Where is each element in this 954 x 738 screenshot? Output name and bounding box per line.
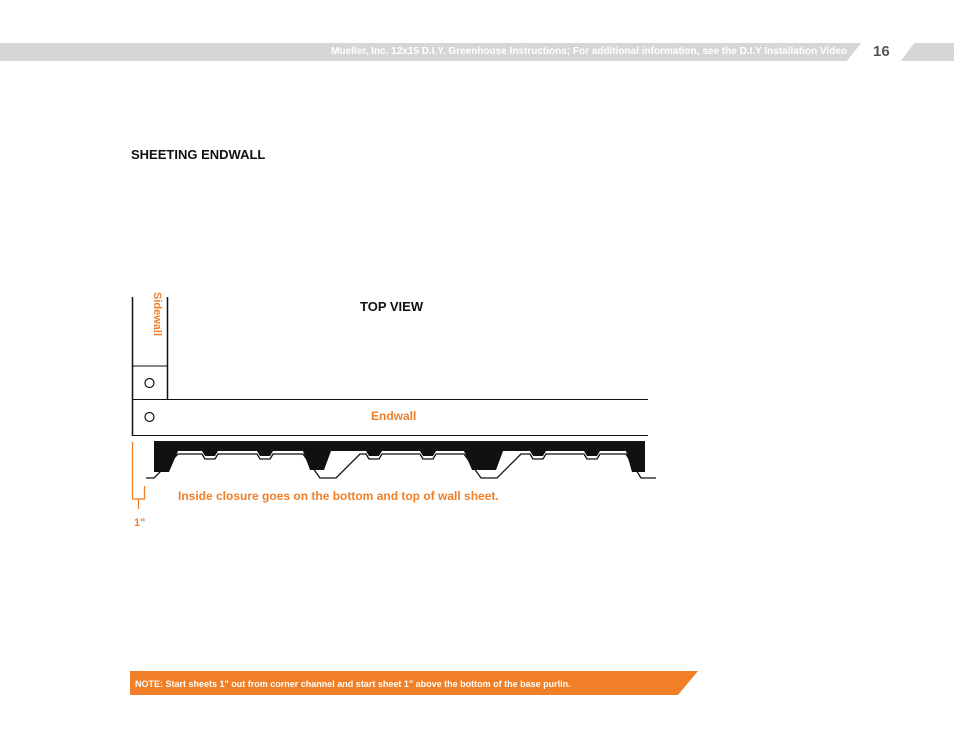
endwall-label: Endwall <box>371 409 417 423</box>
header-title: Mueller, Inc. 12x15 D.I.Y. Greenhouse Instructions; For additional information, see the D.I.Y Installation Video <box>331 46 847 57</box>
header-band <box>0 0 954 70</box>
closure-caption: Inside closure goes on the bottom and top of wall sheet. <box>178 489 499 503</box>
offset-dimension-label: 1" <box>134 517 146 529</box>
section-title: SHEETING ENDWALL <box>131 147 266 162</box>
fastener-hole-upper <box>145 379 154 388</box>
wall-sheet-profile <box>146 454 656 478</box>
note-text: NOTE: Start sheets 1" out from corner channel and start sheet 1" above the bottom of the base purlin. <box>135 679 571 689</box>
fastener-hole-lower <box>145 413 154 422</box>
sidewall-label: Sidewall <box>151 292 163 337</box>
top-view-diagram <box>0 280 700 540</box>
inside-closure <box>154 441 645 472</box>
top-view-label: TOP VIEW <box>360 299 424 314</box>
page-number: 16 <box>873 43 890 60</box>
